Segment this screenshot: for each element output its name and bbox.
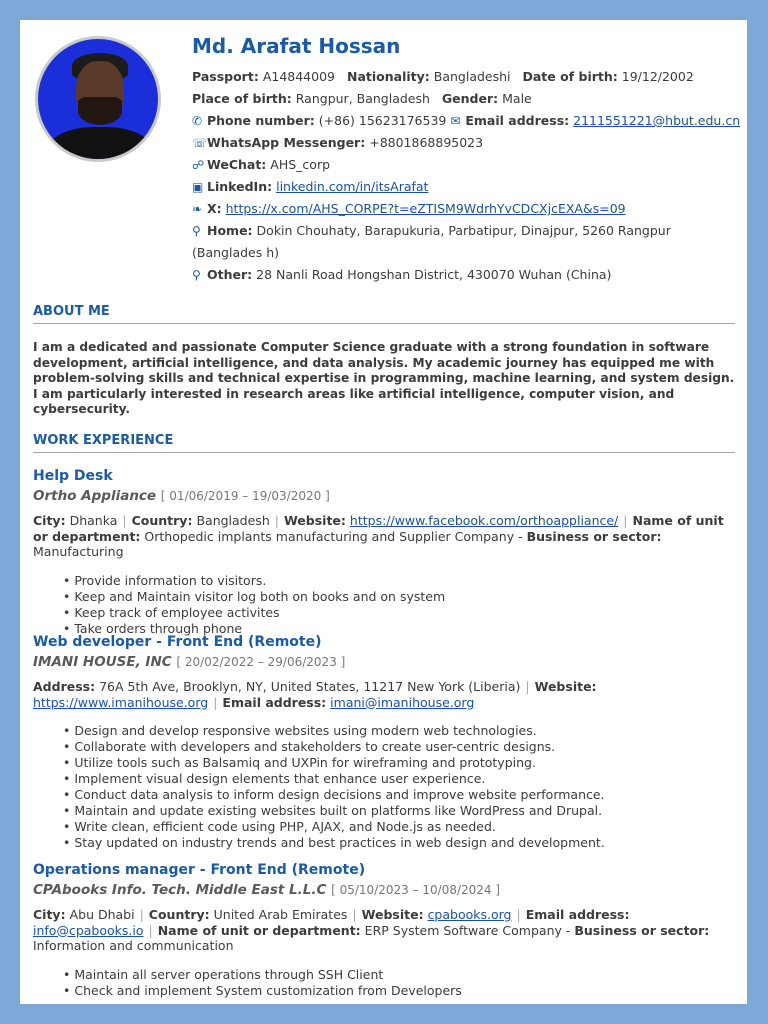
- other-label: Other:: [207, 267, 253, 282]
- job-entry: [33, 862, 735, 999]
- gender-label: Gender:: [441, 91, 499, 106]
- pob-value: Rangpur, Bangladesh: [295, 91, 430, 106]
- list-item: • Utilize tools such as Balsamiq and UXPin for wireframing and prototyping.: [63, 755, 735, 771]
- address-value: 76A 5th Ave, Brooklyn, NY, United States, 11217 New York (Liberia): [99, 679, 521, 694]
- x-row: [192, 198, 732, 220]
- other-address-row: [192, 264, 732, 286]
- list-item: • Keep and Maintain visitor log both on books and on system: [63, 589, 735, 605]
- job-title: Help Desk: [33, 468, 113, 484]
- job-meta: City: Dhanka | Country: Bangladesh | Website: https://www.facebook.com/orthoappliance/ | Name of unit or department: Orthopedic implants manufacturing and Supplier Company - Business or sector: Manufacturing: [33, 513, 724, 559]
- home-label: Home:: [207, 223, 253, 238]
- sector-label: Business or sector:: [526, 528, 662, 544]
- unit-label: Name of unit or department:: [157, 922, 361, 938]
- sector-value: Manufacturing: [33, 544, 124, 559]
- nationality-value: Bangladeshi: [433, 69, 511, 84]
- job-meta: City: Abu Dhabi | Country: United Arab Emirates | Website: cpabooks.org | Email address: info@cpabooks.io | Name of unit or department: ERP System Software Company - Business or sector: Information and communication: [33, 907, 710, 953]
- twitter-icon: ❧: [192, 202, 203, 216]
- website-label: Website:: [283, 513, 346, 528]
- email-link[interactable]: info@cpabooks.io: [33, 922, 144, 938]
- sector-label: Business or sector:: [574, 922, 710, 938]
- website-label: Website:: [361, 907, 424, 922]
- cv-page: [20, 20, 747, 1004]
- employer: [33, 654, 735, 676]
- x-link[interactable]: https://x.com/AHS_CORPE?t=eZTISM9WdrhYvCDCXjcEXA&s=09: [225, 201, 626, 216]
- profile-photo: [35, 36, 161, 162]
- about-text: I am a dedicated and passionate Computer Science graduate with a strong foundation in software development, artificial intelligence, and data analysis. My academic journey has equipped me with problem-solving skills and technical expertise in programming, machine learning, and system design. I am particularly interested in research areas like artificial intelligence, computer vision, and cybersecurity.: [33, 340, 735, 416]
- unit-value: Orthopedic implants manufacturing and Supplier Company: [144, 528, 515, 544]
- list-item: • Design and develop responsive websites using modern web technologies.: [63, 723, 735, 739]
- unit-label: Name of unit or department:: [33, 513, 724, 544]
- country-label: Country:: [148, 907, 210, 922]
- list-item: • Implement visual design elements that enhance user experience.: [63, 771, 735, 787]
- passport-value: A14844009: [262, 69, 335, 84]
- whatsapp-row: [192, 132, 732, 154]
- linkedin-row: [192, 176, 732, 198]
- email-label: Email address:: [465, 113, 570, 128]
- city-label: City:: [33, 907, 66, 922]
- linkedin-icon: ▣: [192, 180, 204, 194]
- employer-name: Ortho Appliance: [33, 488, 157, 504]
- country-value: United Arab Emirates: [213, 907, 348, 922]
- duties-list: [33, 967, 735, 999]
- email-label: Email address:: [222, 694, 327, 710]
- identity-row: [192, 66, 732, 88]
- wechat-value: AHS_corp: [270, 157, 331, 172]
- nationality-label: Nationality:: [346, 69, 430, 84]
- website-link[interactable]: https://www.facebook.com/orthoappliance/: [349, 513, 619, 528]
- whatsapp-icon: ☏: [192, 136, 208, 150]
- personal-info: [192, 34, 741, 286]
- candidate-name: Md. Arafat Hossan: [192, 34, 401, 58]
- wechat-label: WeChat:: [207, 157, 267, 172]
- website-label: Website:: [534, 679, 597, 694]
- phone-value: (+86) 15623176539: [318, 113, 447, 128]
- email-label: Email address:: [525, 907, 630, 922]
- location-pin-icon: ⚲: [192, 268, 201, 282]
- email-link[interactable]: imani@imanihouse.org: [330, 694, 475, 710]
- list-item: • Keep track of employee activites: [63, 605, 735, 621]
- home-value: Dokin Chouhaty, Barapukuria, Parbatipur, Dinajpur, 5260 Rangpur (Banglades h): [192, 223, 671, 260]
- job-dates: [ 05/10/2023 – 10/08/2024 ]: [331, 883, 501, 897]
- pob-label: Place of birth:: [192, 91, 292, 106]
- linkedin-link[interactable]: linkedin.com/in/itsArafat: [276, 179, 429, 194]
- list-item: • Take orders through phone: [63, 621, 735, 637]
- country-value: Bangladesh: [196, 513, 270, 528]
- list-item: • Maintain all server operations through SSH Client: [63, 967, 735, 983]
- city-value: Abu Dhabi: [69, 907, 135, 922]
- home-row: [192, 220, 722, 264]
- list-item: • Collaborate with developers and stakeholders to create user-centric designs.: [63, 739, 735, 755]
- dob-value: 19/12/2002: [621, 69, 694, 84]
- email-link[interactable]: 2111551221@hbut.edu.cn: [573, 113, 741, 128]
- city-label: City:: [33, 513, 66, 528]
- job-title: Operations manager - Front End (Remote): [33, 862, 366, 878]
- linkedin-label: LinkedIn:: [207, 179, 273, 194]
- job-dates: [ 01/06/2019 – 19/03/2020 ]: [160, 489, 330, 503]
- city-value: Dhanka: [69, 513, 118, 528]
- whatsapp-label: WhatsApp Messenger:: [207, 135, 366, 150]
- employer: [33, 488, 735, 510]
- job-title: Web developer - Front End (Remote): [33, 634, 322, 650]
- about-heading: ABOUT ME: [33, 304, 735, 324]
- wechat-icon: ☍: [192, 158, 205, 172]
- phone-icon: ✆: [192, 114, 203, 128]
- passport-label: Passport:: [192, 69, 259, 84]
- website-link[interactable]: cpabooks.org: [427, 907, 512, 922]
- job-dates: [ 20/02/2022 – 29/06/2023 ]: [176, 655, 346, 669]
- other-value: 28 Nanli Road Hongshan District, 430070 Wuhan (China): [256, 267, 612, 282]
- sector-value: Information and communication: [33, 938, 234, 953]
- job-meta: Address: 76A 5th Ave, Brooklyn, NY, United States, 11217 New York (Liberia) | Website: https://www.imanihouse.org | Email address: imani@imanihouse.org: [33, 679, 597, 710]
- job-entry: [33, 634, 735, 851]
- work-heading: WORK EXPERIENCE: [33, 433, 735, 453]
- gender-value: Male: [502, 91, 532, 106]
- job-entry: [33, 468, 735, 637]
- wechat-row: [192, 154, 732, 176]
- address-label: Address:: [33, 679, 96, 694]
- birthplace-row: [192, 88, 732, 110]
- list-item: • Conduct data analysis to inform design decisions and improve website performance.: [63, 787, 735, 803]
- list-item: • Stay updated on industry trends and best practices in web design and development.: [63, 835, 735, 851]
- phone-label: Phone number:: [207, 113, 315, 128]
- duties-list: [33, 723, 735, 851]
- country-label: Country:: [131, 513, 193, 528]
- envelope-icon: ✉: [450, 114, 461, 128]
- website-link[interactable]: https://www.imanihouse.org: [33, 694, 209, 710]
- unit-value: ERP System Software Company: [364, 922, 562, 938]
- location-pin-icon: ⚲: [192, 224, 201, 238]
- contact-row: [192, 110, 741, 132]
- employer: [33, 882, 735, 904]
- x-label: X:: [207, 201, 222, 216]
- whatsapp-value: +8801868895023: [369, 135, 484, 150]
- list-item: • Maintain and update existing websites built on platforms like WordPress and Drupal.: [63, 803, 735, 819]
- employer-name: IMANI HOUSE, INC: [33, 654, 172, 670]
- list-item: • Provide information to visitors.: [63, 573, 735, 589]
- duties-list: [33, 573, 735, 637]
- dob-label: Date of birth:: [522, 69, 618, 84]
- list-item: • Check and implement System customization from Developers: [63, 983, 735, 999]
- list-item: • Write clean, efficient code using PHP, AJAX, and Node.js as needed.: [63, 819, 735, 835]
- employer-name: CPAbooks Info. Tech. Middle East L.L.C: [33, 882, 327, 898]
